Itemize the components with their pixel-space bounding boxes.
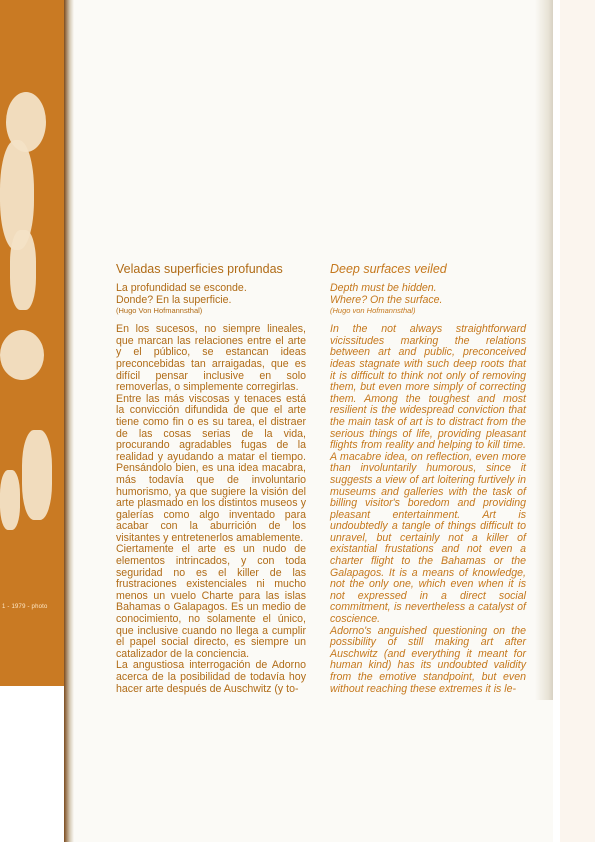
next-page-tint [560,0,595,842]
spanish-epigraph-line2: Donde? En la superficie. [116,293,232,306]
figure-silhouette [0,330,44,380]
english-column [330,262,526,695]
english-epigraph-line1: Depth must be hidden. [330,282,437,294]
figure-silhouette [10,230,36,310]
spanish-paragraph: Entre las más viscosas y tenaces está la convicción difundida de que el arte tiene como fin o es su tarea, el distraer de las cosas serias de la vida, procurando agradables fugas de la realidad y ayudando a matar el tiempo. Pensándolo bien, es una idea macabra, más todavía que de involuntario humorismo, ya que sugiere la visión del arte plasmado en los distintos museos y galerías como algo inventado para acabar con la aburrición de los visitantes y entretenerlos amablemente. [116,392,306,544]
spanish-column [116,262,306,695]
spanish-title: Veladas superficies profundas [116,262,283,276]
spanish-epigraph-line1: La profundidad se esconde. [116,282,247,294]
english-epigraph-line2: Where? On the surface. [330,293,443,306]
english-paragraph: Adorno's anguished questioning on the possibility of still making art after Auschwitz (and everything it meant for human kind) has its undoubted validity from the emotive standpoint, but even without reaching these extremes it is le- [330,624,526,695]
facing-page-photo [0,0,68,686]
spanish-attribution: (Hugo Von Hofmannsthal) [116,306,203,316]
figure-silhouette [22,430,52,520]
page-margin [0,686,68,842]
spanish-paragraph: En los sucesos, no siempre lineales, que marcan las relaciones entre el arte y el público, se estancan ideas preconcebidas tan arraigadas, que es difícil pensar inclusive en solo removerlas, o simplemente corregirlas. [116,323,306,394]
spanish-paragraph: La angustiosa interrogación de Adorno acerca de la posibilidad de todavía hoy hacer arte después de Auschwitz (y to- [116,659,306,695]
spanish-paragraph: Ciertamente el arte es un nudo de elementos intrincados, y con toda seguridad no es el killer de las frustraciones existenciales ni mucho menos un vuelo Charte para las islas Bahamas o Galapagos. Es un medio de conocimiento, no solamente el único, que inclusive cuando no llega a cumplir el papel social directo, es siempre un catalizador de la conciencia. [116,543,306,660]
photo-caption: 1 - 1979 - photo [2,604,48,610]
figure-silhouette [0,470,20,530]
book-gutter [64,0,74,842]
english-title: Deep surfaces veiled [330,262,447,276]
english-attribution: (Hugo von Hofmannsthal) [330,306,416,316]
english-paragraph: In the not always straightforward vicissitudes marking the relations between art and public, preconceived ideas stagnate with such deep roots that it is difficult to think not only of removing them, but even more simply of correcting them. Among the toughest and most resilient is the widespread conviction that the main task of art is to distract from the serious things of life, providing pleasant flights from reality and helping to kill time. A macabre idea, on reflection, even more than involuntarily humorous, since it suggests a view of art loitering furtively in museums and galleries with the task of billing visitor's boredom and providing pleasant entertainment. Art is undoubtedly a tangle of things difficult to unravel, but certainly not a killer of existantial frustations and not even a charter flight to the Bahamas or the Galapagos. It is a means of knowledge, not the only one, which even when it is not expressed in a direct social commitment, is nevertheless a catalyst of coscience. [330,323,526,626]
